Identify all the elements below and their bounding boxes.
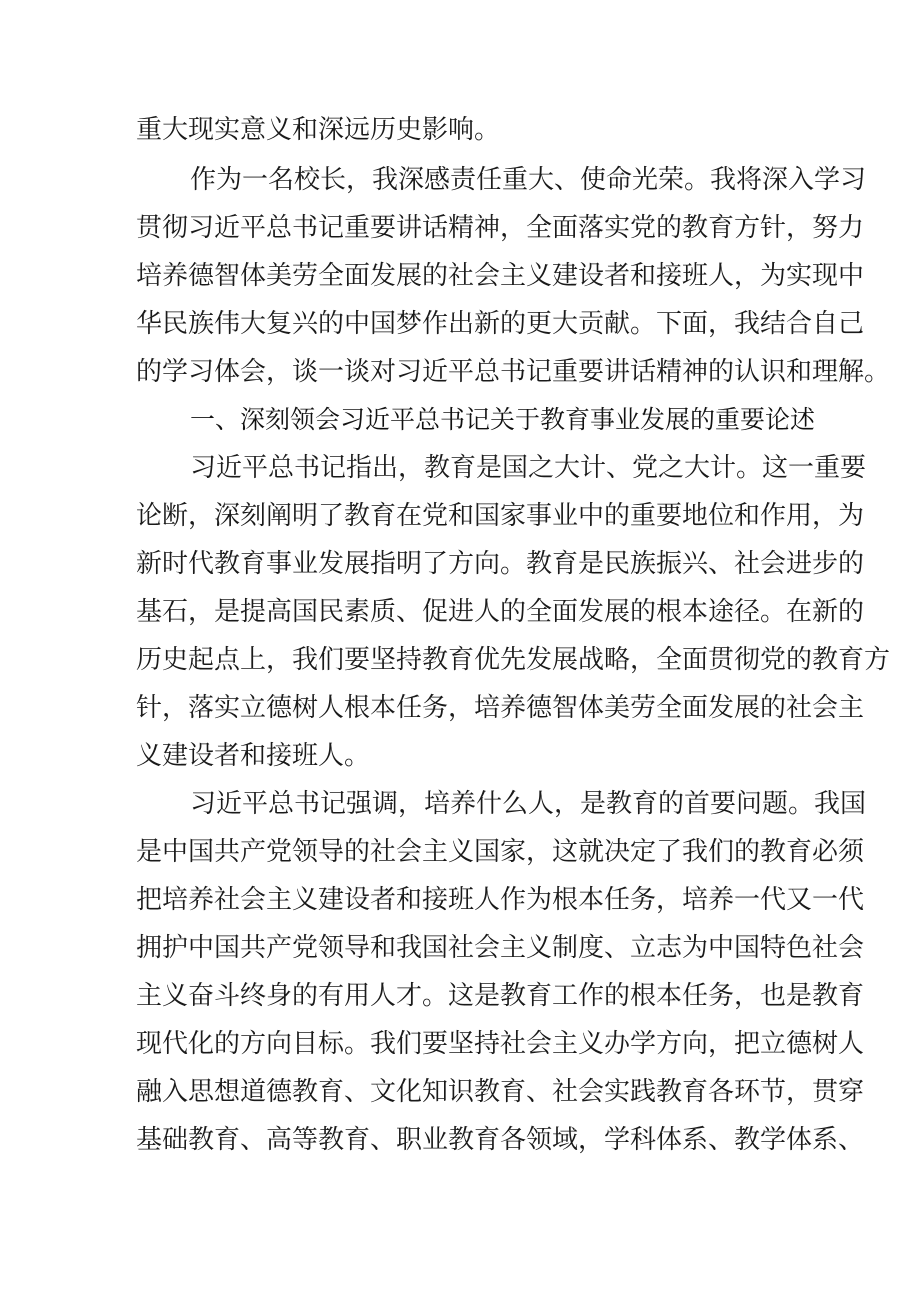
paragraph-2-line-1: 作为一名校长，我深感责任重大、使命光荣。我将深入学习 bbox=[190, 165, 867, 195]
paragraph-4-line-5: 主义奋斗终身的有用人才。这是教育工作的根本任务，也是教育 bbox=[136, 981, 865, 1011]
paragraph-3-line-4: 基石，是提高国民素质、促进人的全面发展的根本途径。在新的 bbox=[136, 597, 865, 627]
paragraph-3-line-7: 义建设者和接班人。 bbox=[136, 741, 371, 771]
paragraph-4-line-7: 融入思想道德教育、文化知识教育、社会实践教育各环节，贯穿 bbox=[136, 1077, 865, 1107]
paragraph-3-line-3: 新时代教育事业发展指明了方向。教育是民族振兴、社会进步的 bbox=[136, 549, 865, 579]
paragraph-4-line-6: 现代化的方向目标。我们要坚持社会主义办学方向，把立德树人 bbox=[136, 1029, 865, 1059]
paragraph-3-line-5: 历史起点上，我们要坚持教育优先发展战略，全面贯彻党的教育方 bbox=[136, 645, 891, 675]
paragraph-4-line-2: 是中国共产党领导的社会主义国家，这就决定了我们的教育必须 bbox=[136, 837, 865, 867]
paragraph-2-line-4: 华民族伟大复兴的中国梦作出新的更大贡献。下面，我结合自己 bbox=[136, 309, 865, 339]
paragraph-3-line-2: 论断，深刻阐明了教育在党和国家事业中的重要地位和作用，为 bbox=[136, 501, 865, 531]
paragraph-4-line-8: 基础教育、高等教育、职业教育各领域，学科体系、教学体系、 bbox=[136, 1125, 865, 1155]
section-heading: 一、深刻领会习近平总书记关于教育事业发展的重要论述 bbox=[190, 405, 816, 434]
paragraph-2-line-2: 贯彻习近平总书记重要讲话精神，全面落实党的教育方针，努力 bbox=[136, 213, 865, 243]
paragraph-4-line-4: 拥护中国共产党领导和我国社会主义制度、立志为中国特色社会 bbox=[136, 933, 865, 963]
paragraph-2-line-5: 的学习体会，谈一谈对习近平总书记重要讲话精神的认识和理解。 bbox=[136, 357, 891, 387]
paragraph-1-line-last: 重大现实意义和深远历史影响。 bbox=[136, 115, 501, 145]
paragraph-4-line-1: 习近平总书记强调，培养什么人，是教育的首要问题。我国 bbox=[190, 789, 867, 819]
paragraph-3-line-6: 针，落实立德树人根本任务，培养德智体美劳全面发展的社会主 bbox=[136, 693, 865, 723]
paragraph-3-line-1: 习近平总书记指出，教育是国之大计、党之大计。这一重要 bbox=[190, 453, 867, 483]
paragraph-4-line-3: 把培养社会主义建设者和接班人作为根本任务，培养一代又一代 bbox=[136, 885, 865, 915]
paragraph-2-line-3: 培养德智体美劳全面发展的社会主义建设者和接班人，为实现中 bbox=[136, 261, 865, 291]
